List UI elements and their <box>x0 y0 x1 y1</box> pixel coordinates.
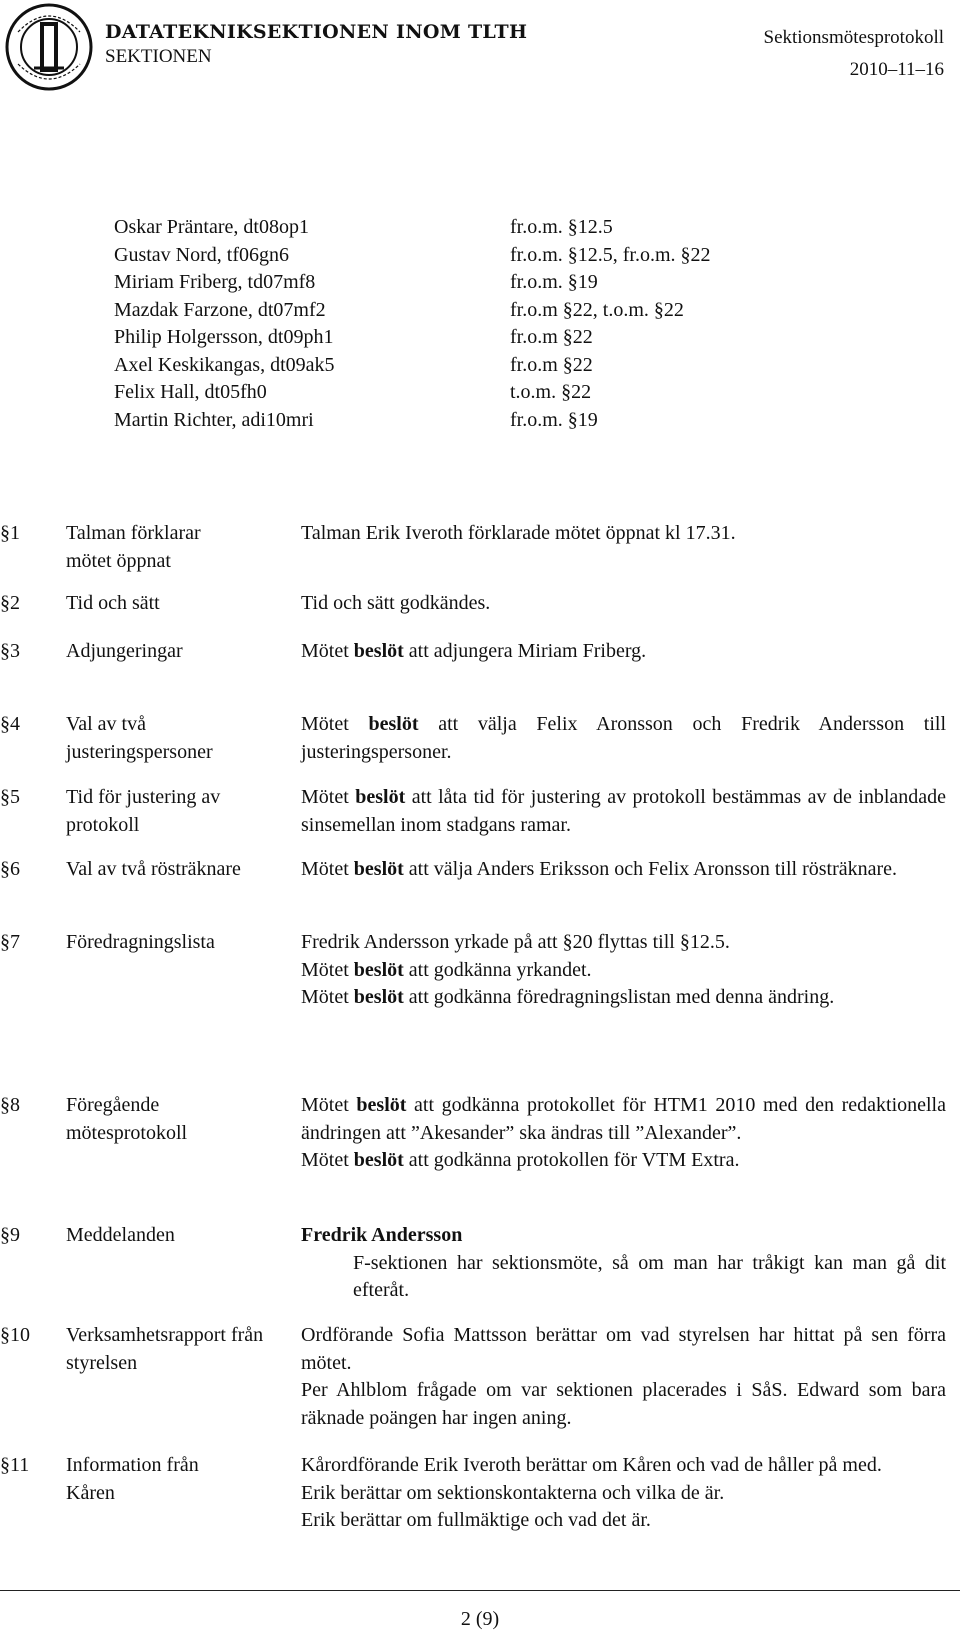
section-body <box>301 1322 946 1432</box>
attendee-range: fr.o.m. §19 <box>510 271 598 293</box>
section-text: Mötet <box>301 986 349 1008</box>
section-text: Mötet <box>301 786 349 808</box>
attendee-range: fr.o.m. §19 <box>510 408 598 431</box>
section-text: Mötet <box>301 958 349 981</box>
attendee-range: fr.o.m §22 <box>510 326 593 348</box>
attendee-range: fr.o.m §22 <box>510 353 593 376</box>
section-number: §8 <box>0 1094 20 1116</box>
section-number: §3 <box>0 640 20 662</box>
section-title: Talman förklarar mötet öppnat <box>66 522 201 572</box>
section-number: §1 <box>0 522 20 544</box>
section-body <box>301 711 946 766</box>
attendee-range: t.o.m. §22 <box>510 381 592 403</box>
decision-keyword: beslöt <box>353 1149 404 1171</box>
section-text: Mötet <box>301 858 349 880</box>
section-text: Talman Erik Iveroth förklarade mötet öppnat kl 17.31. <box>301 522 736 544</box>
section-text: att godkänna protokollen för VTM Extra. <box>408 1149 740 1171</box>
attendee-range: fr.o.m §22, t.o.m. §22 <box>510 298 684 321</box>
document-type: Sektionsmötesprotokoll <box>763 27 944 48</box>
section-text: Mötet <box>301 1094 349 1116</box>
attendee-name: Martin Richter, adi10mri <box>114 408 314 431</box>
section-text: Mötet <box>301 1149 349 1171</box>
section-body <box>301 784 946 839</box>
section-text: Ordförande Sofia Mattsson berättar om vad styrelsen har hittat på sen förra mötet. <box>301 1324 946 1374</box>
attendee-name: Mazdak Farzone, dt07mf2 <box>114 298 326 321</box>
section-text: Mötet <box>301 640 349 662</box>
section-body <box>301 856 946 884</box>
section-text: Tid och sätt godkändes. <box>301 592 491 614</box>
section-number: §10 <box>0 1324 30 1346</box>
section-number: §7 <box>0 931 20 953</box>
decision-keyword: beslöt <box>353 958 404 981</box>
attendee-name: Philip Holgersson, dt09ph1 <box>114 326 334 348</box>
attendee-range: fr.o.m. §12.5 <box>510 216 613 238</box>
attendee-name: Gustav Nord, tf06gn6 <box>114 243 289 266</box>
meeting-date: 2010–11–16 <box>849 59 944 80</box>
section-number: §11 <box>0 1454 30 1476</box>
attendee-name: Miriam Friberg, td07mf8 <box>114 271 316 293</box>
section-text: F-sektionen har sektionsmöte, så om man har tråkigt kan man gå dit efteråt. <box>353 1251 946 1301</box>
section-text: att adjungera Miriam Friberg. <box>408 640 647 662</box>
decision-keyword: beslöt <box>353 986 404 1008</box>
attendee-range: fr.o.m. §12.5, fr.o.m. §22 <box>510 243 711 266</box>
section-body <box>301 1092 946 1175</box>
section-text: Per Ahlblom frågade om var sektionen placerades i SåS. Edward som bara räknade poängen har ingen aning. <box>301 1379 946 1429</box>
decision-keyword: beslöt <box>355 786 406 808</box>
section-text: Kårordförande Erik Iveroth berättar om Kåren och vad de håller på med. <box>301 1454 882 1476</box>
footer-divider <box>0 1590 960 1591</box>
section-number: §4 <box>0 713 20 735</box>
decision-keyword: beslöt <box>353 858 404 880</box>
attendee-name: Felix Hall, dt05fh0 <box>114 381 267 403</box>
section-title: Föredragningslista <box>66 931 215 953</box>
section-text: att välja Felix Aronsson och Fredrik Andersson till justeringspersoner. <box>301 713 947 763</box>
section-body <box>301 590 946 618</box>
section-title: Föregående mötesprotokoll <box>66 1094 188 1144</box>
section-number: §9 <box>0 1224 20 1246</box>
section-title: Meddelanden <box>66 1224 175 1246</box>
section-text: Mötet <box>301 713 349 735</box>
section-body <box>301 638 946 666</box>
section-title: Tid för justering av protokoll <box>66 786 221 836</box>
section-text: Erik berättar om fullmäktige och vad det är. <box>301 1509 651 1531</box>
section-title: Verksamhetsrapport från styrelsen <box>66 1324 264 1374</box>
page-number: 2 (9) <box>460 1608 500 1630</box>
organization-name: DATATEKNIKSEKTIONEN INOM TLTH <box>105 21 528 43</box>
section-text: Fredrik Andersson yrkade på att §20 flyttas till §12.5. <box>301 931 730 953</box>
section-text: Erik berättar om sektionskontakterna och vilka de är. <box>301 1481 725 1504</box>
section-text: att låta tid för justering av protokoll bestämmas av de inblandade sinsemellan inom stadgans ramar. <box>301 786 947 836</box>
decision-keyword: beslöt <box>368 713 419 735</box>
decision-keyword: beslöt <box>356 1094 407 1116</box>
section-title: Tid och sätt <box>66 592 160 614</box>
section-text: att godkänna föredragningslistan med denna ändring. <box>408 986 835 1008</box>
attendee-name: Axel Keskikangas, dt09ak5 <box>114 353 335 376</box>
organization-subtitle: SEKTIONEN <box>105 46 212 67</box>
speaker-name: Fredrik Andersson <box>301 1224 463 1246</box>
section-title: Val av två justeringspersoner <box>66 713 213 763</box>
section-body <box>301 1222 946 1305</box>
section-body <box>301 1452 946 1535</box>
section-title: Information från Kåren <box>66 1454 199 1504</box>
section-number: §2 <box>0 592 20 614</box>
section-number: §6 <box>0 858 20 880</box>
section-body <box>301 929 946 1012</box>
section-text: att godkänna protokollet för HTM1 2010 med den redaktionella ändringen att ”Akesander” ska ändras till ”Alexander”. <box>301 1094 946 1144</box>
section-title: Adjungeringar <box>66 640 183 662</box>
section-text: att godkänna yrkandet. <box>408 958 592 981</box>
section-text: att välja Anders Eriksson och Felix Aronsson till rösträknare. <box>408 858 898 880</box>
section-number: §5 <box>0 786 20 808</box>
section-body <box>301 520 946 548</box>
attendee-name: Oskar Präntare, dt08op1 <box>114 216 309 238</box>
decision-keyword: beslöt <box>353 640 404 662</box>
section-title: Val av två rösträknare <box>66 858 241 880</box>
